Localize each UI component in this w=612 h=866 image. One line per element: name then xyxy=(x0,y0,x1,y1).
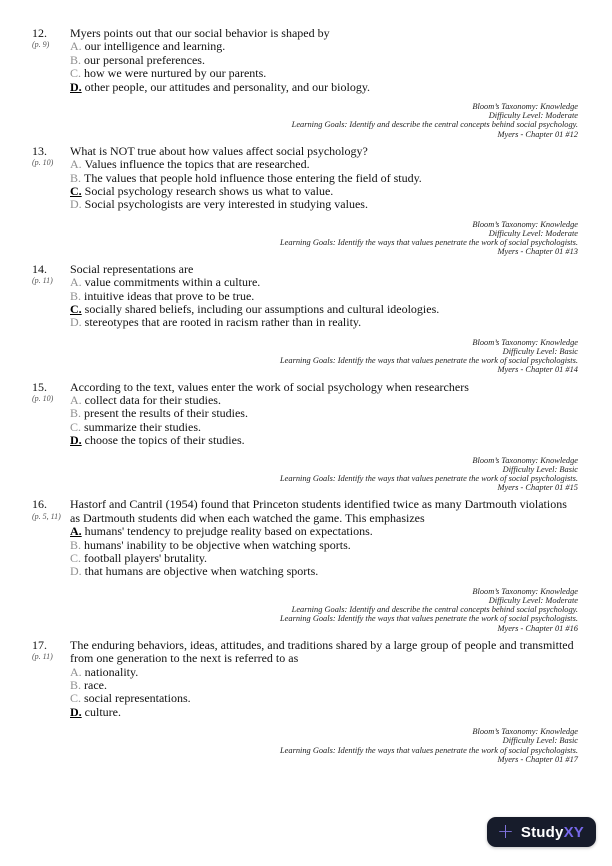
metadata-line: Bloom’s Taxonomy: Knowledge xyxy=(472,727,578,737)
option-text: Social psychologists are very interested in studying values. xyxy=(84,197,368,212)
question-number-column xyxy=(32,145,70,212)
question-text: What is NOT true about how values affect social psychology? xyxy=(70,143,368,158)
option-letter: D. xyxy=(70,433,82,448)
option-letter: B. xyxy=(70,537,82,552)
question-body xyxy=(70,381,578,448)
option-text: culture. xyxy=(84,704,121,719)
question-metadata xyxy=(32,338,578,375)
option-letter: C. xyxy=(70,691,82,706)
option-letter: C. xyxy=(70,551,82,565)
question-row xyxy=(32,381,578,448)
metadata-line: Learning Goals: Identify the ways that values penetrate the work of social psychologists. xyxy=(280,614,578,624)
question-row xyxy=(32,498,578,578)
question-body xyxy=(70,263,578,330)
question-number: 16. xyxy=(32,497,47,512)
option-letter: A. xyxy=(70,157,82,172)
metadata-line: Myers - Chapter 01 #16 xyxy=(497,623,578,633)
question-number: 17. xyxy=(32,637,47,652)
option-text: Social psychology research shows us what to value. xyxy=(84,184,334,199)
option-letter: D. xyxy=(70,197,82,212)
answer-option xyxy=(70,172,578,185)
question-metadata xyxy=(32,587,578,633)
answer-option xyxy=(70,525,578,538)
question-text: The enduring behaviors, ideas, attitudes, and traditions shared by a large group of people and transmitted from one generation to the next is referred to as xyxy=(70,637,574,666)
answer-option xyxy=(70,565,578,578)
option-letter: C. xyxy=(70,66,82,81)
metadata-line: Difficulty Level: Moderate xyxy=(488,111,578,121)
answer-option xyxy=(70,316,578,329)
metadata-line: Bloom’s Taxonomy: Knowledge xyxy=(472,337,578,347)
option-letter: D. xyxy=(70,79,82,94)
answer-option xyxy=(70,290,578,303)
metadata-line: Myers - Chapter 01 #13 xyxy=(497,247,578,257)
option-text: race. xyxy=(84,678,107,693)
metadata-line: Bloom’s Taxonomy: Knowledge xyxy=(472,219,578,229)
page-reference: (p. 10) xyxy=(32,393,54,403)
option-letter: B. xyxy=(70,678,82,693)
metadata-line: Bloom’s Taxonomy: Knowledge xyxy=(472,455,578,465)
question-row xyxy=(32,145,578,212)
option-letter: C. xyxy=(70,419,82,434)
option-letter: D. xyxy=(70,704,82,719)
question-block xyxy=(32,27,578,139)
option-text: collect data for their studies. xyxy=(84,392,221,407)
answer-option xyxy=(70,421,578,434)
metadata-line: Learning Goals: Identify the ways that values penetrate the work of social psychologists. xyxy=(280,356,578,366)
metadata-line: Myers - Chapter 01 #17 xyxy=(497,754,578,764)
metadata-line: Myers - Chapter 01 #12 xyxy=(497,129,578,139)
question-number: 13. xyxy=(32,143,47,158)
option-letter: B. xyxy=(70,288,82,303)
question-body xyxy=(70,145,578,212)
option-text: stereotypes that are rooted in racism rather than in reality. xyxy=(84,315,362,330)
question-metadata xyxy=(32,102,578,139)
option-text: social representations. xyxy=(84,691,191,706)
plus-icon: + xyxy=(497,819,514,843)
metadata-line: Learning Goals: Identify and describe the central concepts behind social psychology. xyxy=(291,120,578,130)
answer-option xyxy=(70,185,578,198)
metadata-line: Learning Goals: Identify the ways that values penetrate the work of social psychologists. xyxy=(280,238,578,248)
option-letter: A. xyxy=(70,392,82,407)
answer-option xyxy=(70,706,578,719)
answer-option xyxy=(70,54,578,67)
metadata-line: Difficulty Level: Moderate xyxy=(488,596,578,606)
question-body xyxy=(70,639,578,719)
option-text: football players' brutality. xyxy=(84,551,208,565)
option-text: our intelligence and learning. xyxy=(84,39,226,54)
metadata-line: Difficulty Level: Basic xyxy=(502,736,578,746)
option-letter: B. xyxy=(70,170,82,185)
page-reference: (p. 5, 11) xyxy=(32,511,61,521)
page-reference: (p. 9) xyxy=(32,40,50,50)
answer-option xyxy=(70,552,578,565)
answer-option xyxy=(70,434,578,447)
option-text: other people, our attitudes and personality, and our biology. xyxy=(84,79,371,94)
question-body xyxy=(70,498,578,578)
answer-option xyxy=(70,276,578,289)
metadata-line: Learning Goals: Identify and describe the central concepts behind social psychology. xyxy=(291,605,578,615)
brand-text xyxy=(521,824,584,841)
option-letter: A. xyxy=(70,664,82,679)
answer-option xyxy=(70,539,578,552)
question-row xyxy=(32,263,578,330)
metadata-line: Learning Goals: Identify the ways that values penetrate the work of social psychologists. xyxy=(280,473,578,483)
page-reference: (p. 11) xyxy=(32,276,53,286)
question-number-column xyxy=(32,498,70,578)
question-number: 14. xyxy=(32,261,47,276)
answer-option xyxy=(70,158,578,171)
answer-option xyxy=(70,666,578,679)
brand-study: Study xyxy=(520,823,564,841)
option-letter: A. xyxy=(70,524,82,539)
question-number-column xyxy=(32,27,70,94)
question-metadata xyxy=(32,456,578,493)
question-block xyxy=(32,498,578,632)
option-letter: C. xyxy=(70,184,82,199)
metadata-line: Myers - Chapter 01 #15 xyxy=(497,483,578,493)
answer-option xyxy=(70,407,578,420)
option-text: how we were nurtured by our parents. xyxy=(84,66,267,81)
option-text: nationality. xyxy=(84,664,139,679)
option-text: summarize their studies. xyxy=(84,419,201,434)
metadata-line: Myers - Chapter 01 #14 xyxy=(497,365,578,375)
option-letter: B. xyxy=(70,406,82,421)
option-letter: D. xyxy=(70,315,82,330)
option-text: that humans are objective when watching sports. xyxy=(84,564,319,579)
answer-option xyxy=(70,692,578,705)
question-block xyxy=(32,381,578,493)
question-body xyxy=(70,27,578,94)
option-text: our personal preferences. xyxy=(84,52,205,67)
option-text: The values that people hold influence those entering the field of study. xyxy=(84,170,422,185)
page-reference: (p. 10) xyxy=(32,158,54,168)
answer-option xyxy=(70,303,578,316)
question-number: 12. xyxy=(32,26,47,40)
answer-option xyxy=(70,679,578,692)
answer-option xyxy=(70,40,578,53)
question-block xyxy=(32,145,578,257)
answer-option xyxy=(70,81,578,94)
answer-option xyxy=(70,394,578,407)
option-text: intuitive ideas that prove to be true. xyxy=(84,288,255,303)
question-metadata xyxy=(32,727,578,764)
studyxy-logo[interactable] xyxy=(487,817,596,847)
question-number-column xyxy=(32,381,70,448)
option-text: humans' tendency to prejudge reality based on expectations. xyxy=(84,524,373,539)
metadata-line: Difficulty Level: Basic xyxy=(502,464,578,474)
option-text: value commitments within a culture. xyxy=(84,275,261,290)
option-letter: C. xyxy=(70,301,82,316)
option-letter: A. xyxy=(70,39,82,54)
question-metadata xyxy=(32,220,578,257)
answer-option xyxy=(70,198,578,211)
question-row xyxy=(32,27,578,94)
page-reference: (p. 11) xyxy=(32,652,53,662)
metadata-line: Bloom’s Taxonomy: Knowledge xyxy=(472,586,578,596)
question-number-column xyxy=(32,639,70,719)
question-text: According to the text, values enter the work of social psychology when researchers xyxy=(70,379,469,394)
question-text: Hastorf and Cantril (1954) found that Princeton students identified twice as many Dartmouth violations as Dartmouth students did when each watched the game. This emphasizes xyxy=(70,497,567,525)
question-block xyxy=(32,639,578,764)
metadata-line: Learning Goals: Identify the ways that values penetrate the work of social psychologists. xyxy=(280,745,578,755)
question-block xyxy=(32,263,578,375)
option-text: present the results of their studies. xyxy=(84,406,248,421)
question-list xyxy=(32,27,578,764)
option-text: choose the topics of their studies. xyxy=(84,433,245,448)
metadata-line: Difficulty Level: Moderate xyxy=(488,229,578,239)
option-letter: A. xyxy=(70,275,82,290)
option-letter: B. xyxy=(70,52,82,67)
metadata-line: Bloom’s Taxonomy: Knowledge xyxy=(472,102,578,112)
option-text: humans' inability to be objective when watching sports. xyxy=(84,537,351,552)
metadata-line: Difficulty Level: Basic xyxy=(502,346,578,356)
answer-option xyxy=(70,67,578,80)
option-text: socially shared beliefs, including our assumptions and cultural ideologies. xyxy=(84,301,440,316)
question-row xyxy=(32,639,578,719)
option-letter: D. xyxy=(70,564,82,579)
question-text: Myers points out that our social behavior is shaped by xyxy=(70,26,330,40)
question-text: Social representations are xyxy=(70,261,194,276)
question-number-column xyxy=(32,263,70,330)
brand-xy: XY xyxy=(563,823,584,841)
question-number: 15. xyxy=(32,379,47,394)
option-text: Values influence the topics that are researched. xyxy=(84,157,310,172)
